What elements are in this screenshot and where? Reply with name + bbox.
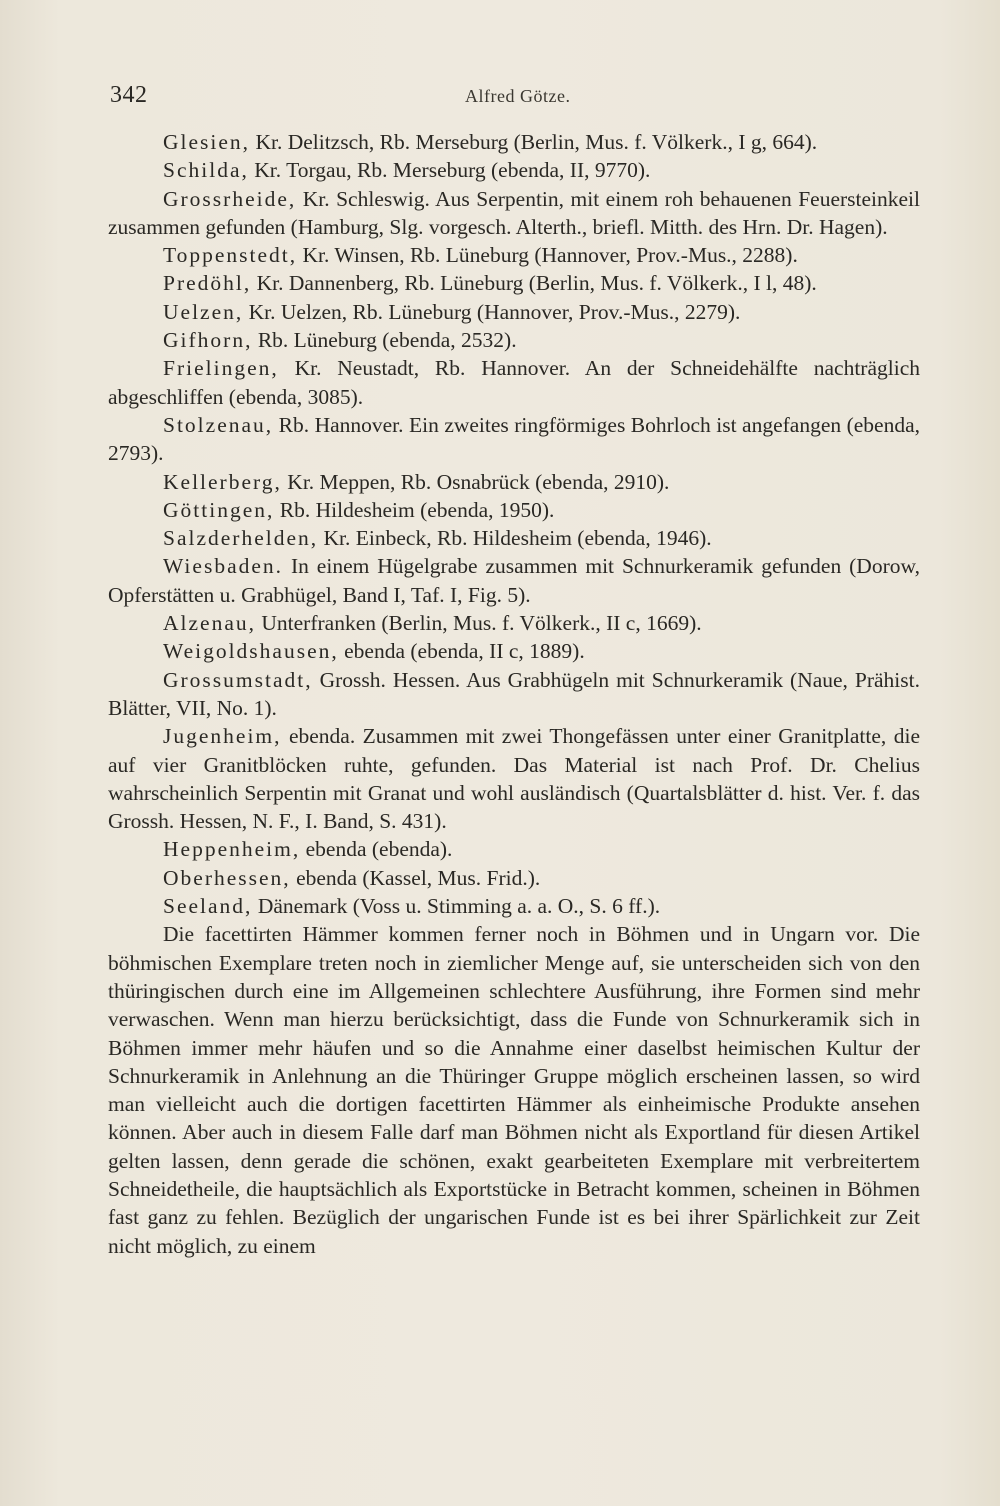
find-entry — [108, 128, 920, 156]
entry-text: Rb. Lüneburg (ebenda, 2532). — [252, 328, 517, 353]
entry-place: Grossrheide, — [163, 186, 297, 211]
entry-text: Kr. Schleswig. Aus Serpentin, mit einem roh behauenen Feuersteinkeil zusammen gefunden (Hamburg, Slg. vorgesch. Alterth., briefl. Mitth. des Hrn. Dr. Hagen). — [108, 186, 920, 239]
entry-place: Toppenstedt, — [163, 243, 298, 268]
entry-text: Kr. Delitzsch, Rb. Merseburg (Berlin, Mus. f. Völkerk., I g, 664). — [250, 130, 818, 154]
find-entry — [108, 835, 920, 863]
find-entry — [108, 468, 920, 496]
find-entry — [108, 185, 920, 242]
entry-text: Unterfranken (Berlin, Mus. f. Völkerk., II c, 1669). — [256, 611, 702, 636]
entry-place: Glesien, — [163, 130, 251, 154]
find-entry — [108, 892, 920, 920]
entry-place: Predöhl, — [163, 271, 252, 296]
page-body — [108, 128, 920, 1260]
find-entry — [108, 722, 920, 835]
entry-place: Kellerberg, — [163, 469, 282, 494]
entry-text: Kr. Dannenberg, Rb. Lüneburg (Berlin, Mus. f. Völkerk., I l, 48). — [251, 271, 817, 296]
entry-place: Alzenau, — [163, 611, 257, 636]
entry-text: Kr. Uelzen, Rb. Lüneburg (Hannover, Prov.-Mus., 2279). — [243, 299, 741, 324]
entry-place: Frielingen, — [163, 356, 279, 381]
entry-place: Wiesbaden. — [163, 554, 284, 579]
find-entry — [108, 666, 920, 723]
find-entry — [108, 298, 920, 326]
find-entry — [108, 269, 920, 297]
find-entry — [108, 241, 920, 269]
entry-text: In einem Hügelgrabe zusammen mit Schnurkeramik gefunden (Dorow, Opferstätten u. Grabhügel, Band I, Taf. I, Fig. 5). — [108, 554, 920, 607]
find-entry — [108, 411, 920, 468]
entry-text: Rb. Hildesheim (ebenda, 1950). — [274, 497, 555, 522]
entry-place: Schilda, — [163, 158, 249, 183]
find-entry — [108, 496, 920, 524]
entry-place: Grossumstadt, — [163, 667, 313, 692]
entry-text: Grossh. Hessen. Aus Grabhügeln mit Schnurkeramik (Naue, Prähist. Blätter, VII, No. 1). — [108, 667, 920, 720]
find-entry — [108, 637, 920, 665]
entry-place: Weigoldshausen, — [163, 639, 339, 664]
running-title: Alfred Götze. — [465, 86, 571, 106]
entry-text: Kr. Neustadt, Rb. Hannover. An der Schneidehälfte nachträglich abgeschliffen (ebenda, 3085). — [108, 356, 920, 409]
entry-place: Gifhorn, — [163, 328, 253, 353]
entry-place: Heppenheim, — [163, 837, 301, 862]
body-paragraph: Die facettirten Hämmer kommen ferner noch in Böhmen und in Ungarn vor. Die böhmischen Exemplare treten noch in ziemlicher Menge auf, sie unterscheiden sich von den thüringischen durch eine im Allgemeinen schlechtere Ausführung, ihre Formen sind mehr verwaschen. Wenn man hierzu berücksichtigt, dass die Funde von Schnurkeramik sich in Böhmen immer mehr häufen und so die Annahme einer daselbst heimischen Kultur der Schnurkeramik in Anlehnung an die Thüringer Gruppe möglich erscheinen lassen, so wird man vielleicht auch die dortigen facettirten Hämmer als einheimische Produkte ansehen können. Aber auch in diesem Falle darf man Böhmen nicht als Exportland für diesen Artikel gelten lassen, denn gerade die schönen, exakt gearbeiteten Exemplare mit verbreitertem Schneidetheile, die hauptsächlich als Exportstücke in Betracht kommen, scheinen in Böhmen fast ganz zu fehlen. Bezüglich der ungarischen Funde ist es bei ihrer Spärlichkeit zur Zeit nicht möglich, zu einem — [108, 922, 920, 1258]
entry-text: Kr. Winsen, Rb. Lüneburg (Hannover, Prov.-Mus., 2288). — [297, 243, 798, 268]
page-number: 342 — [110, 82, 148, 108]
find-entry — [108, 609, 920, 637]
find-entry — [108, 326, 920, 354]
entry-place: Uelzen, — [163, 299, 244, 324]
find-entry — [108, 524, 920, 552]
find-entry — [108, 354, 920, 411]
entry-text: Kr. Einbeck, Rb. Hildesheim (ebenda, 1946). — [318, 526, 712, 551]
entry-place: Göttingen, — [163, 497, 275, 522]
entry-text: ebenda (Kassel, Mus. Frid.). — [290, 865, 541, 890]
entry-text: ebenda (ebenda, II c, 1889). — [338, 639, 585, 664]
entry-text: Dänemark (Voss u. Stimming a. a. O., S. 6 ff.). — [252, 894, 661, 919]
entry-place: Oberhessen, — [163, 865, 291, 890]
entry-place: Stolzenau, — [163, 412, 274, 437]
entry-place: Jugenheim, — [163, 724, 282, 749]
entry-text: Kr. Torgau, Rb. Merseburg (ebenda, II, 9770). — [248, 158, 651, 183]
entry-text: ebenda (ebenda). — [300, 837, 453, 862]
find-entry — [108, 552, 920, 609]
entry-text: Kr. Meppen, Rb. Osnabrück (ebenda, 2910). — [281, 469, 670, 494]
entry-place: Salzderhelden, — [163, 526, 319, 551]
find-entry — [108, 864, 920, 892]
page-header — [110, 82, 918, 116]
entry-text: ebenda. Zusammen mit zwei Thongefässen unter einer Granitplatte, die auf vier Granitblöcken ruhte, gefunden. Das Material ist nach Prof. Dr. Chelius wahrscheinlich Serpentin mit Granat und wohl ausländisch (Quartalsblätter d. hist. Ver. f. das Grossh. Hessen, N. F., I. Band, S. 431). — [108, 724, 920, 834]
entry-text: Rb. Hannover. Ein zweites ringförmiges Bohrloch ist angefangen (ebenda, 2793). — [108, 412, 920, 466]
entry-place: Seeland, — [163, 894, 253, 919]
find-entry — [108, 156, 920, 184]
